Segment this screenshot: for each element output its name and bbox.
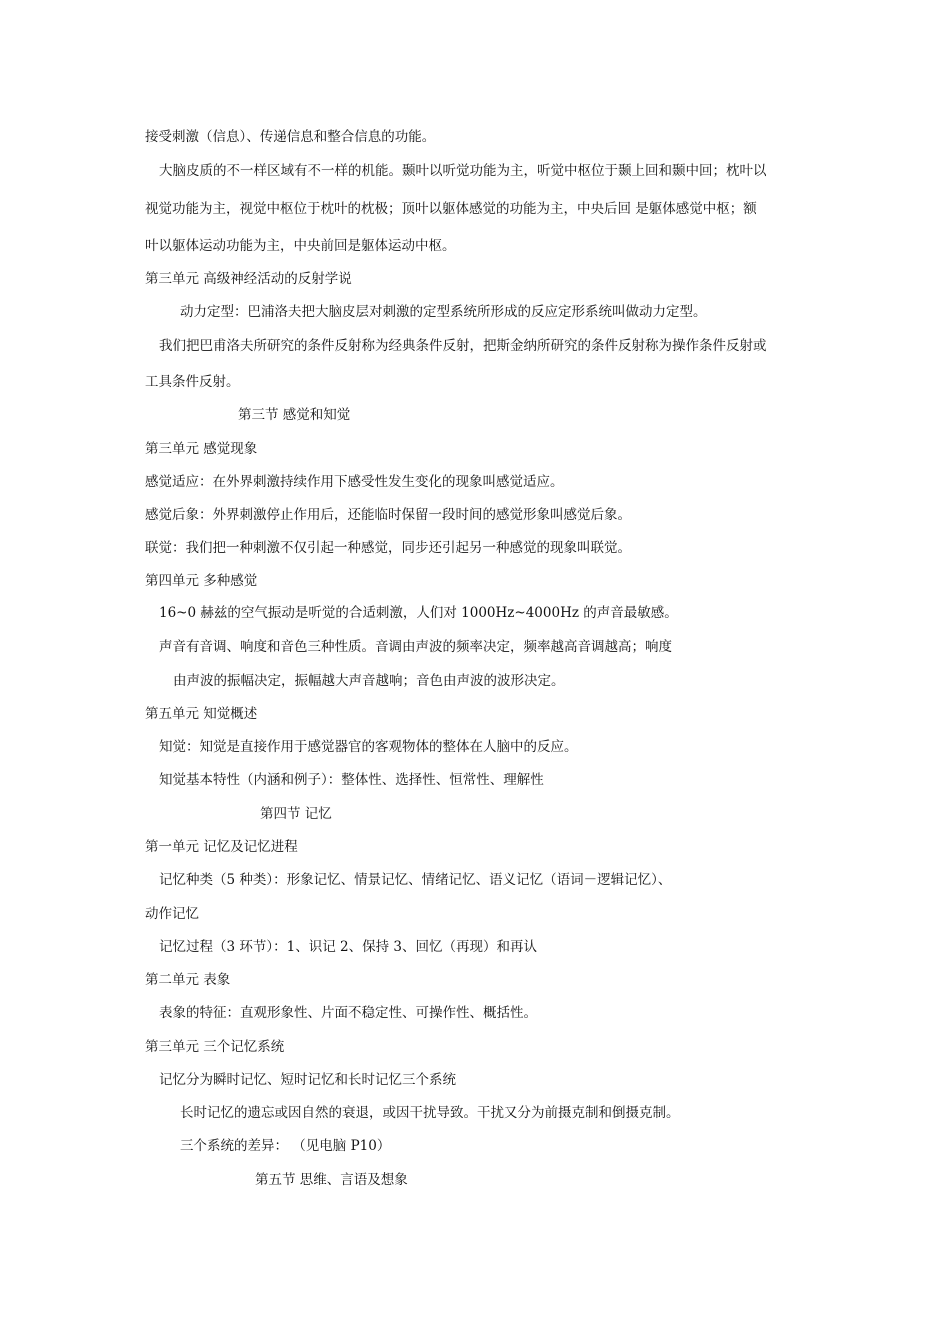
paragraph-line: 长时记忆的遗忘或因自然的衰退，或因干扰导致。干扰又分为前摄克制和倒摄克制。 <box>180 1105 680 1121</box>
paragraph-line: 视觉功能为主，视觉中枢位于枕叶的枕极；顶叶以躯体感觉的功能为主，中央后回 是躯体感觉中枢；额 <box>145 201 757 217</box>
paragraph-line: 记忆过程（3 环节）：1、识记 2、保持 3、回忆（再现）和再认 <box>159 939 537 955</box>
section-heading: 第五节 思维、言语及想象 <box>255 1172 408 1188</box>
unit-heading: 第三单元 三个记忆系统 <box>145 1039 285 1055</box>
paragraph-line: 记忆种类（5 种类）：形象记忆、情景记忆、情绪记忆、语义记忆（语词－逻辑记忆）、 <box>159 872 672 888</box>
paragraph-line: 接受刺激（信息）、传递信息和整合信息的功能。 <box>145 129 436 145</box>
paragraph-line: 感觉适应：在外界刺激持续作用下感受性发生变化的现象叫感觉适应。 <box>145 474 564 490</box>
paragraph-line: 动作记忆 <box>145 906 199 922</box>
unit-heading: 第三单元 感觉现象 <box>145 441 258 457</box>
unit-heading: 第一单元 记忆及记忆进程 <box>145 839 298 855</box>
paragraph-line: 声音有音调、响度和音色三种性质。音调由声波的频率决定，频率越高音调越高；响度 <box>159 639 672 655</box>
paragraph-line: 知觉基本特性（内涵和例子）：整体性、选择性、恒常性、理解性 <box>159 772 544 788</box>
paragraph-line: 由声波的振幅决定，振幅越大声音越响；音色由声波的波形决定。 <box>173 673 565 689</box>
unit-heading: 第三单元 高级神经活动的反射学说 <box>145 271 352 287</box>
unit-heading: 第五单元 知觉概述 <box>145 706 258 722</box>
paragraph-line: 大脑皮质的不一样区域有不一样的机能。颞叶以听觉功能为主，听觉中枢位于颞上回和颞中回；枕叶以 <box>159 163 767 179</box>
paragraph-line: 三个系统的差异： （见电脑 P10） <box>180 1138 391 1154</box>
unit-heading: 第四单元 多种感觉 <box>145 573 258 589</box>
paragraph-line: 感觉后象：外界刺激停止作用后，还能临时保留一段时间的感觉形象叫感觉后象。 <box>145 507 631 523</box>
paragraph-line: 动力定型：巴浦洛夫把大脑皮层对刺激的定型系统所形成的反应定形系统叫做动力定型。 <box>180 304 707 320</box>
paragraph-line: 16~0 赫兹的空气振动是听觉的合适刺激，人们对 1000Hz~4000Hz 的声音最敏感。 <box>159 605 678 621</box>
paragraph-line: 联觉：我们把一种刺激不仅引起一种感觉，同步还引起另一种感觉的现象叫联觉。 <box>145 540 631 556</box>
section-heading: 第三节 感觉和知觉 <box>238 407 351 423</box>
paragraph-line: 表象的特征：直观形象性、片面不稳定性、可操作性、概括性。 <box>159 1005 537 1021</box>
unit-heading: 第二单元 表象 <box>145 972 231 988</box>
paragraph-line: 知觉：知觉是直接作用于感觉器官的客观物体的整体在人脑中的反应。 <box>159 739 578 755</box>
paragraph-line: 工具条件反射。 <box>145 374 240 390</box>
paragraph-line: 记忆分为瞬时记忆、短时记忆和长时记忆三个系统 <box>159 1072 456 1088</box>
paragraph-line: 我们把巴甫洛夫所研究的条件反射称为经典条件反射，把斯金纳所研究的条件反射称为操作条件反射或 <box>159 338 767 354</box>
section-heading: 第四节 记忆 <box>260 806 332 822</box>
paragraph-line: 叶以躯体运动功能为主，中央前回是躯体运动中枢。 <box>145 238 456 254</box>
